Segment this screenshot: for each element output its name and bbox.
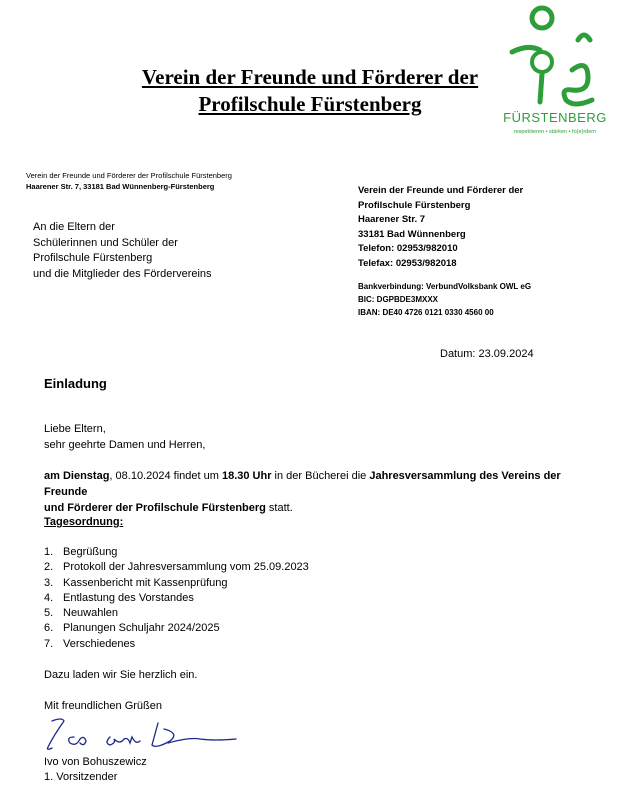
bank-details	[358, 280, 531, 319]
sender-line-1: Verein der Freunde und Förderer der Profilschule Fürstenberg	[26, 171, 232, 180]
bank-name: Bankverbindung: VerbundVolksbank OWL eG	[358, 282, 532, 291]
agenda-text: Entlastung des Vorstandes	[63, 591, 194, 604]
agenda-text: Protokoll der Jahresversammlung vom 25.09.2023	[63, 561, 309, 574]
logo-graphic-icon	[500, 0, 610, 140]
title-line-2: Profilschule Fürstenberg	[198, 92, 422, 116]
body-text: in der Bücherei die	[271, 470, 370, 482]
agenda-number: 3.	[44, 576, 54, 589]
agenda-number: 4.	[44, 591, 54, 604]
contact-line: Profilschule Fürstenberg	[358, 199, 471, 211]
agenda-item	[44, 560, 309, 575]
agenda-text: Planungen Schuljahr 2024/2025	[63, 622, 220, 635]
recipient-line: An die Eltern der	[33, 221, 115, 233]
body-time: 18.30 Uhr	[221, 470, 272, 482]
logo-name: FÜRSTENBERG	[503, 110, 607, 125]
sender-line-2: Haarener Str. 7, 33181 Bad Wünnenberg-Fürstenberg	[26, 182, 215, 191]
fax: Telefax: 02953/982018	[358, 257, 457, 269]
agenda-title: Tagesordnung:	[44, 516, 124, 528]
body-day: am Dienstag	[44, 470, 110, 482]
logo-tagline: respektieren • stärken • fo(e)rdern	[513, 129, 597, 135]
sender-line	[26, 170, 232, 192]
agenda-number: 7.	[44, 637, 54, 650]
signature-icon	[40, 715, 240, 755]
iban: IBAN: DE40 4726 0121 0330 4560 00	[358, 308, 494, 317]
signer-name: Ivo von Bohuszewicz	[44, 756, 147, 768]
body-text: statt.	[265, 502, 293, 514]
body-event: Jahresversammlung des Vereins der Freunde	[44, 470, 561, 498]
greeting-line-1: Liebe Eltern,	[44, 423, 106, 435]
body-event-cont: und Förderer der Profilschule Fürstenberg	[44, 502, 266, 514]
body-text: , 08.10.2024 findet um	[109, 470, 222, 482]
agenda-item	[44, 606, 309, 621]
handwritten-signature	[40, 715, 240, 755]
closing-regards: Mit freundlichen Grüßen	[44, 700, 162, 712]
contact-block	[358, 184, 523, 271]
agenda-item	[44, 576, 309, 591]
agenda-item	[44, 591, 309, 606]
agenda-item	[44, 545, 309, 560]
recipient-line: Schülerinnen und Schüler der	[33, 236, 178, 249]
signer-role: 1. Vorsitzender	[44, 771, 118, 783]
contact-line: 33181 Bad Wünnenberg	[358, 228, 466, 240]
agenda-text: Neuwahlen	[63, 607, 119, 620]
agenda-text: Begrüßung	[63, 546, 118, 558]
agenda-number: 5.	[44, 607, 54, 620]
greeting	[44, 421, 604, 453]
agenda-item	[44, 637, 309, 652]
phone: Telefon: 02953/982010	[358, 243, 458, 254]
agenda-number: 1.	[44, 546, 54, 558]
school-logo	[500, 0, 610, 140]
letter-date: Datum: 23.09.2024	[440, 348, 534, 360]
contact-line: Haarener Str. 7	[358, 214, 426, 225]
contact-line: Verein der Freunde und Förderer der	[358, 185, 524, 196]
agenda-number: 2.	[44, 561, 54, 574]
agenda-number: 6.	[44, 622, 54, 635]
agenda-text: Verschiedenes	[63, 637, 136, 650]
invitation-paragraph	[44, 468, 604, 516]
recipient-line: Profilschule Fürstenberg	[33, 252, 153, 264]
bic: BIC: DGPBDE3MXXX	[358, 295, 439, 304]
closing-invite: Dazu laden wir Sie herzlich ein.	[44, 669, 198, 681]
greeting-line-2: sehr geehrte Damen und Herren,	[44, 439, 206, 451]
agenda-list	[44, 545, 309, 652]
title-line-1: Verein der Freunde und Förderer der	[141, 65, 479, 89]
recipient-line: und die Mitglieder des Fördervereins	[33, 267, 212, 280]
agenda-text: Kassenbericht mit Kassenprüfung	[63, 576, 228, 589]
recipient-address	[33, 220, 212, 282]
letter-heading: Einladung	[44, 376, 107, 391]
agenda-item	[44, 621, 309, 636]
